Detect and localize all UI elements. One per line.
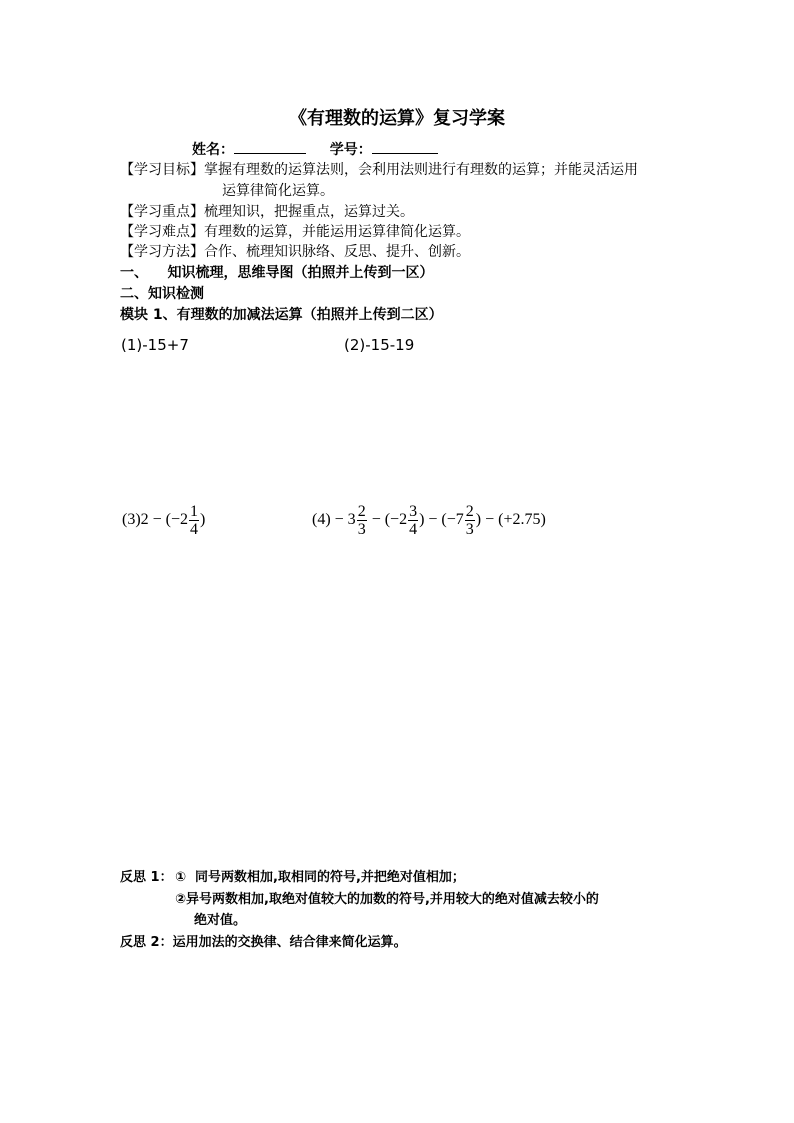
fraction-numerator: 1 [190,503,199,520]
objective-tag: 【学习难点】 [120,224,204,240]
problem-4-prefix: (4) − 3 [312,511,356,529]
module-1-heading: 模块 1、有理数的加减法运算（拍照并上传到二区） [120,307,443,323]
objective-difficulties [120,222,470,242]
reflection-1-point-a: ① 同号两数相加,取相同的符号,并把绝对值相加； [175,870,465,885]
objective-tag: 【学习重点】 [120,204,204,220]
fraction-denominator: 4 [190,521,199,538]
fraction-denominator: 4 [409,521,418,538]
id-blank[interactable] [372,140,438,154]
problem-4-mid-2: ) − (−7 [419,511,464,529]
fraction [465,503,475,538]
fraction [189,503,199,538]
objective-text: 掌握有理数的运算法则，会利用法则进行有理数的运算；并能灵活运用 [204,162,638,178]
objective-goal-continuation: 运算律简化运算。 [222,183,334,199]
problem-4-suffix: ) − (+2.75) [475,511,546,529]
problem-3-suffix: ) [200,511,206,529]
problem-3 [122,503,205,538]
objective-text: 有理数的运算，并能运用运算律简化运算。 [204,224,470,240]
objective-text: 梳理知识，把握重点，运算过关。 [204,204,414,220]
reflection-1-point-b: ②异号两数相加,取绝对值较大的加数的符号,并用较大的绝对值减去较小的 [175,892,599,907]
problem-4 [312,503,546,538]
reflection-1-label: 反思 1： [120,870,173,885]
id-label: 学号： [329,142,372,158]
fraction [408,503,418,538]
fraction-denominator: 3 [465,521,474,538]
fraction-denominator: 3 [357,521,366,538]
objective-text: 合作、梳理知识脉络、反思、提升、创新。 [204,244,470,260]
objective-tag: 【学习目标】 [120,162,204,178]
problem-4-mid-1: − (−2 [367,511,408,529]
objective-goal [120,160,638,180]
fraction-numerator: 3 [409,503,418,520]
problem-1: (1)-15+7 [121,336,189,354]
name-label: 姓名： [192,142,234,158]
fraction [357,503,367,538]
section-1-heading: 一、 知识梳理，思维导图（拍照并上传到一区） [120,265,434,281]
section-2-heading: 二、知识检测 [120,286,204,302]
fraction-numerator: 2 [465,503,474,520]
reflection-2: 反思 2：运用加法的交换律、结合律来简化运算。 [120,935,407,950]
name-blank[interactable] [234,140,306,154]
problem-2: (2)-15-19 [344,336,415,354]
objective-tag: 【学习方法】 [120,244,204,260]
fraction-numerator: 2 [357,503,366,520]
student-info-line [192,139,438,159]
problem-3-prefix: (3)2 − (−2 [122,511,189,529]
objective-key-points [120,202,414,222]
page-title: 《有理数的运算》复习学案 [289,108,505,129]
objective-methods [120,242,470,262]
reflection-1-point-b-continuation: 绝对值。 [194,913,247,928]
